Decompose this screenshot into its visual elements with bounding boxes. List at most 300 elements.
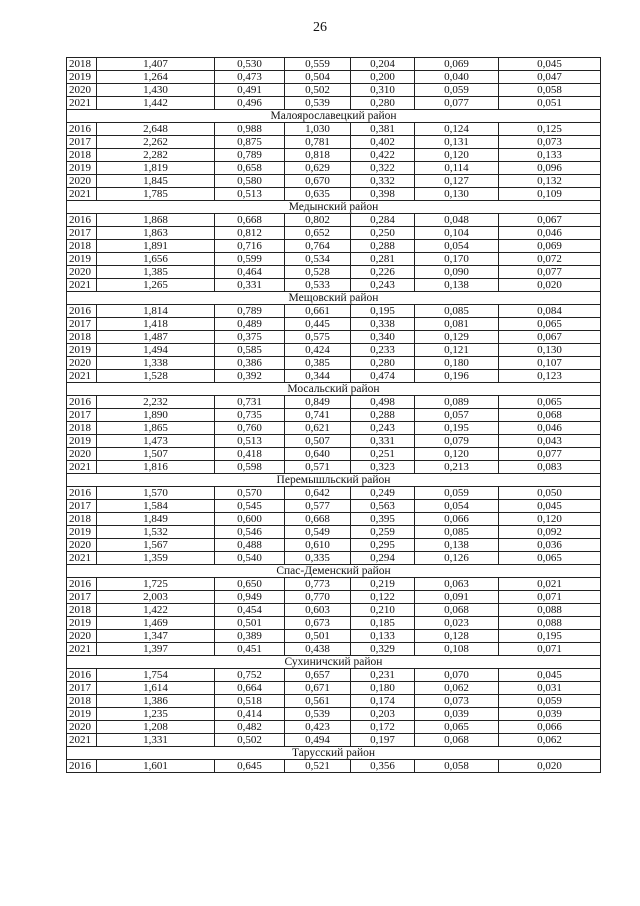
value-cell: 0,059 <box>415 487 499 500</box>
value-cell: 0,559 <box>285 58 351 71</box>
table-row <box>67 214 601 227</box>
value-cell: 0,091 <box>415 591 499 604</box>
value-cell: 0,084 <box>499 305 601 318</box>
value-cell: 0,988 <box>215 123 285 136</box>
year-cell: 2021 <box>67 734 97 747</box>
value-cell: 1,845 <box>97 175 215 188</box>
value-cell: 0,329 <box>351 643 415 656</box>
value-cell: 1,532 <box>97 526 215 539</box>
year-cell: 2016 <box>67 305 97 318</box>
value-cell: 0,131 <box>415 136 499 149</box>
year-cell: 2018 <box>67 331 97 344</box>
value-cell: 0,036 <box>499 539 601 552</box>
year-cell: 2020 <box>67 630 97 643</box>
district-header-row <box>67 565 601 578</box>
table-row <box>67 136 601 149</box>
value-cell: 0,280 <box>351 357 415 370</box>
value-cell: 0,735 <box>215 409 285 422</box>
value-cell: 0,090 <box>415 266 499 279</box>
value-cell: 0,197 <box>351 734 415 747</box>
value-cell: 0,250 <box>351 227 415 240</box>
value-cell: 1,865 <box>97 422 215 435</box>
value-cell: 0,127 <box>415 175 499 188</box>
value-cell: 0,200 <box>351 71 415 84</box>
district-header-row <box>67 110 601 123</box>
value-cell: 0,068 <box>499 409 601 422</box>
value-cell: 0,059 <box>415 84 499 97</box>
value-cell: 2,282 <box>97 149 215 162</box>
value-cell: 1,235 <box>97 708 215 721</box>
value-cell: 0,204 <box>351 58 415 71</box>
value-cell: 2,232 <box>97 396 215 409</box>
table-row <box>67 617 601 630</box>
table-row <box>67 591 601 604</box>
value-cell: 0,040 <box>415 71 499 84</box>
table-row <box>67 266 601 279</box>
value-cell: 0,533 <box>285 279 351 292</box>
value-cell: 1,819 <box>97 162 215 175</box>
value-cell: 0,114 <box>415 162 499 175</box>
value-cell: 0,812 <box>215 227 285 240</box>
value-cell: 0,652 <box>285 227 351 240</box>
value-cell: 0,126 <box>415 552 499 565</box>
value-cell: 0,375 <box>215 331 285 344</box>
value-cell: 0,344 <box>285 370 351 383</box>
value-cell: 0,491 <box>215 84 285 97</box>
value-cell: 0,561 <box>285 695 351 708</box>
value-cell: 0,077 <box>499 448 601 461</box>
value-cell: 1,601 <box>97 760 215 773</box>
value-cell: 0,109 <box>499 188 601 201</box>
value-cell: 0,661 <box>285 305 351 318</box>
year-cell: 2019 <box>67 435 97 448</box>
value-cell: 0,575 <box>285 331 351 344</box>
value-cell: 0,180 <box>351 682 415 695</box>
year-cell: 2016 <box>67 396 97 409</box>
value-cell: 0,494 <box>285 734 351 747</box>
value-cell: 0,062 <box>415 682 499 695</box>
year-cell: 2017 <box>67 591 97 604</box>
table-row <box>67 669 601 682</box>
value-cell: 1,338 <box>97 357 215 370</box>
year-cell: 2019 <box>67 344 97 357</box>
value-cell: 0,502 <box>285 84 351 97</box>
value-cell: 1,528 <box>97 370 215 383</box>
value-cell: 0,534 <box>285 253 351 266</box>
year-cell: 2019 <box>67 162 97 175</box>
value-cell: 2,262 <box>97 136 215 149</box>
value-cell: 0,507 <box>285 435 351 448</box>
value-cell: 0,067 <box>499 331 601 344</box>
value-cell: 0,488 <box>215 539 285 552</box>
value-cell: 1,656 <box>97 253 215 266</box>
value-cell: 0,079 <box>415 435 499 448</box>
table-row <box>67 682 601 695</box>
value-cell: 0,050 <box>499 487 601 500</box>
district-header-row <box>67 201 601 214</box>
value-cell: 1,570 <box>97 487 215 500</box>
year-cell: 2021 <box>67 279 97 292</box>
table-row <box>67 227 601 240</box>
value-cell: 0,065 <box>499 396 601 409</box>
district-header-row <box>67 656 601 669</box>
data-table <box>66 57 601 773</box>
value-cell: 0,133 <box>351 630 415 643</box>
table-row <box>67 97 601 110</box>
value-cell: 0,340 <box>351 331 415 344</box>
year-cell: 2018 <box>67 513 97 526</box>
value-cell: 0,741 <box>285 409 351 422</box>
value-cell: 0,473 <box>215 71 285 84</box>
value-cell: 0,496 <box>215 97 285 110</box>
value-cell: 0,195 <box>351 305 415 318</box>
value-cell: 0,331 <box>351 435 415 448</box>
table-row <box>67 409 601 422</box>
value-cell: 0,323 <box>351 461 415 474</box>
value-cell: 0,046 <box>499 227 601 240</box>
value-cell: 0,451 <box>215 643 285 656</box>
value-cell: 0,021 <box>499 578 601 591</box>
value-cell: 0,031 <box>499 682 601 695</box>
value-cell: 0,122 <box>351 591 415 604</box>
value-cell: 1,430 <box>97 84 215 97</box>
table-row <box>67 149 601 162</box>
value-cell: 1,264 <box>97 71 215 84</box>
value-cell: 0,338 <box>351 318 415 331</box>
table-row <box>67 58 601 71</box>
year-cell: 2018 <box>67 695 97 708</box>
value-cell: 0,521 <box>285 760 351 773</box>
table-row <box>67 331 601 344</box>
value-cell: 0,599 <box>215 253 285 266</box>
year-cell: 2016 <box>67 214 97 227</box>
value-cell: 0,849 <box>285 396 351 409</box>
value-cell: 2,003 <box>97 591 215 604</box>
value-cell: 0,668 <box>285 513 351 526</box>
table-row <box>67 500 601 513</box>
year-cell: 2017 <box>67 136 97 149</box>
table-row <box>67 461 601 474</box>
value-cell: 0,125 <box>499 123 601 136</box>
table-row <box>67 175 601 188</box>
table-row <box>67 162 601 175</box>
year-cell: 2020 <box>67 175 97 188</box>
value-cell: 0,251 <box>351 448 415 461</box>
value-cell: 0,077 <box>499 266 601 279</box>
value-cell: 0,530 <box>215 58 285 71</box>
table-row <box>67 630 601 643</box>
year-cell: 2020 <box>67 539 97 552</box>
value-cell: 0,195 <box>499 630 601 643</box>
table-row <box>67 708 601 721</box>
value-cell: 0,504 <box>285 71 351 84</box>
value-cell: 0,129 <box>415 331 499 344</box>
year-cell: 2020 <box>67 721 97 734</box>
value-cell: 0,668 <box>215 214 285 227</box>
table-row <box>67 422 601 435</box>
value-cell: 0,120 <box>499 513 601 526</box>
value-cell: 1,418 <box>97 318 215 331</box>
table-row <box>67 84 601 97</box>
value-cell: 0,335 <box>285 552 351 565</box>
value-cell: 0,062 <box>499 734 601 747</box>
value-cell: 0,231 <box>351 669 415 682</box>
value-cell: 0,789 <box>215 305 285 318</box>
value-cell: 0,071 <box>499 643 601 656</box>
value-cell: 0,068 <box>415 604 499 617</box>
value-cell: 1,816 <box>97 461 215 474</box>
value-cell: 0,180 <box>415 357 499 370</box>
table-row <box>67 318 601 331</box>
value-cell: 1,385 <box>97 266 215 279</box>
value-cell: 0,454 <box>215 604 285 617</box>
district-title: Сухиничский район <box>67 656 601 669</box>
value-cell: 1,868 <box>97 214 215 227</box>
value-cell: 0,513 <box>215 188 285 201</box>
value-cell: 0,332 <box>351 175 415 188</box>
year-cell: 2016 <box>67 578 97 591</box>
value-cell: 0,046 <box>499 422 601 435</box>
value-cell: 0,138 <box>415 279 499 292</box>
value-cell: 0,020 <box>499 279 601 292</box>
value-cell: 0,195 <box>415 422 499 435</box>
value-cell: 0,096 <box>499 162 601 175</box>
value-cell: 0,549 <box>285 526 351 539</box>
value-cell: 0,570 <box>215 487 285 500</box>
value-cell: 1,030 <box>285 123 351 136</box>
value-cell: 0,598 <box>215 461 285 474</box>
value-cell: 0,120 <box>415 448 499 461</box>
value-cell: 1,208 <box>97 721 215 734</box>
value-cell: 0,107 <box>499 357 601 370</box>
value-cell: 0,657 <box>285 669 351 682</box>
district-title: Медынский район <box>67 201 601 214</box>
value-cell: 0,600 <box>215 513 285 526</box>
value-cell: 0,054 <box>415 240 499 253</box>
value-cell: 0,085 <box>415 526 499 539</box>
value-cell: 0,423 <box>285 721 351 734</box>
value-cell: 1,725 <box>97 578 215 591</box>
value-cell: 1,442 <box>97 97 215 110</box>
year-cell: 2018 <box>67 58 97 71</box>
value-cell: 0,066 <box>499 721 601 734</box>
table-row <box>67 123 601 136</box>
value-cell: 0,539 <box>285 708 351 721</box>
value-cell: 0,120 <box>415 149 499 162</box>
value-cell: 0,058 <box>415 760 499 773</box>
value-cell: 0,092 <box>499 526 601 539</box>
value-cell: 0,322 <box>351 162 415 175</box>
table-row <box>67 721 601 734</box>
year-cell: 2018 <box>67 604 97 617</box>
value-cell: 0,781 <box>285 136 351 149</box>
value-cell: 1,754 <box>97 669 215 682</box>
value-cell: 0,039 <box>499 708 601 721</box>
value-cell: 0,073 <box>415 695 499 708</box>
value-cell: 0,226 <box>351 266 415 279</box>
table-row <box>67 513 601 526</box>
value-cell: 0,294 <box>351 552 415 565</box>
value-cell: 0,073 <box>499 136 601 149</box>
value-cell: 0,288 <box>351 409 415 422</box>
table-row <box>67 279 601 292</box>
year-cell: 2017 <box>67 227 97 240</box>
value-cell: 0,381 <box>351 123 415 136</box>
value-cell: 0,621 <box>285 422 351 435</box>
value-cell: 0,104 <box>415 227 499 240</box>
value-cell: 0,020 <box>499 760 601 773</box>
value-cell: 0,731 <box>215 396 285 409</box>
value-cell: 0,513 <box>215 435 285 448</box>
value-cell: 0,603 <box>285 604 351 617</box>
table-row <box>67 604 601 617</box>
district-title: Мосальский район <box>67 383 601 396</box>
value-cell: 0,081 <box>415 318 499 331</box>
year-cell: 2019 <box>67 708 97 721</box>
value-cell: 0,650 <box>215 578 285 591</box>
value-cell: 0,138 <box>415 539 499 552</box>
value-cell: 0,072 <box>499 253 601 266</box>
value-cell: 0,045 <box>499 500 601 513</box>
value-cell: 0,563 <box>351 500 415 513</box>
value-cell: 0,045 <box>499 58 601 71</box>
year-cell: 2018 <box>67 149 97 162</box>
value-cell: 0,051 <box>499 97 601 110</box>
table-row <box>67 396 601 409</box>
year-cell: 2017 <box>67 318 97 331</box>
value-cell: 0,057 <box>415 409 499 422</box>
value-cell: 0,066 <box>415 513 499 526</box>
table-row <box>67 760 601 773</box>
value-cell: 0,045 <box>499 669 601 682</box>
value-cell: 0,664 <box>215 682 285 695</box>
value-cell: 0,213 <box>415 461 499 474</box>
year-cell: 2021 <box>67 552 97 565</box>
year-cell: 2021 <box>67 188 97 201</box>
value-cell: 0,716 <box>215 240 285 253</box>
value-cell: 0,331 <box>215 279 285 292</box>
value-cell: 0,089 <box>415 396 499 409</box>
value-cell: 0,067 <box>499 214 601 227</box>
value-cell: 0,058 <box>499 84 601 97</box>
district-header-row <box>67 383 601 396</box>
value-cell: 0,580 <box>215 175 285 188</box>
value-cell: 0,047 <box>499 71 601 84</box>
table-row <box>67 240 601 253</box>
value-cell: 1,397 <box>97 643 215 656</box>
year-cell: 2019 <box>67 526 97 539</box>
value-cell: 0,464 <box>215 266 285 279</box>
value-cell: 0,068 <box>415 734 499 747</box>
value-cell: 0,356 <box>351 760 415 773</box>
table-row <box>67 253 601 266</box>
value-cell: 0,501 <box>215 617 285 630</box>
year-cell: 2020 <box>67 266 97 279</box>
value-cell: 0,121 <box>415 344 499 357</box>
value-cell: 0,635 <box>285 188 351 201</box>
year-cell: 2020 <box>67 448 97 461</box>
value-cell: 0,172 <box>351 721 415 734</box>
value-cell: 1,785 <box>97 188 215 201</box>
table-row <box>67 643 601 656</box>
year-cell: 2016 <box>67 487 97 500</box>
value-cell: 0,802 <box>285 214 351 227</box>
value-cell: 1,614 <box>97 682 215 695</box>
value-cell: 0,673 <box>285 617 351 630</box>
value-cell: 0,518 <box>215 695 285 708</box>
year-cell: 2018 <box>67 422 97 435</box>
year-cell: 2021 <box>67 461 97 474</box>
table-row <box>67 448 601 461</box>
value-cell: 0,130 <box>415 188 499 201</box>
year-cell: 2017 <box>67 409 97 422</box>
value-cell: 1,567 <box>97 539 215 552</box>
district-header-row <box>67 474 601 487</box>
value-cell: 1,386 <box>97 695 215 708</box>
value-cell: 0,233 <box>351 344 415 357</box>
value-cell: 0,048 <box>415 214 499 227</box>
value-cell: 0,170 <box>415 253 499 266</box>
value-cell: 0,069 <box>415 58 499 71</box>
year-cell: 2016 <box>67 760 97 773</box>
district-title: Тарусский район <box>67 747 601 760</box>
table-row <box>67 526 601 539</box>
value-cell: 0,424 <box>285 344 351 357</box>
value-cell: 0,395 <box>351 513 415 526</box>
table-row <box>67 344 601 357</box>
value-cell: 0,528 <box>285 266 351 279</box>
value-cell: 1,487 <box>97 331 215 344</box>
value-cell: 0,385 <box>285 357 351 370</box>
value-cell: 0,083 <box>499 461 601 474</box>
value-cell: 1,849 <box>97 513 215 526</box>
table-row <box>67 305 601 318</box>
value-cell: 0,077 <box>415 97 499 110</box>
year-cell: 2019 <box>67 253 97 266</box>
value-cell: 0,764 <box>285 240 351 253</box>
table-row <box>67 435 601 448</box>
value-cell: 2,648 <box>97 123 215 136</box>
year-cell: 2020 <box>67 84 97 97</box>
value-cell: 0,539 <box>285 97 351 110</box>
value-cell: 0,670 <box>285 175 351 188</box>
year-cell: 2016 <box>67 123 97 136</box>
value-cell: 1,422 <box>97 604 215 617</box>
value-cell: 0,088 <box>499 617 601 630</box>
value-cell: 0,642 <box>285 487 351 500</box>
value-cell: 0,243 <box>351 279 415 292</box>
value-cell: 0,132 <box>499 175 601 188</box>
value-cell: 0,065 <box>499 552 601 565</box>
value-cell: 0,123 <box>499 370 601 383</box>
value-cell: 0,629 <box>285 162 351 175</box>
table-row <box>67 71 601 84</box>
value-cell: 0,577 <box>285 500 351 513</box>
value-cell: 0,128 <box>415 630 499 643</box>
district-title: Малоярославецкий район <box>67 110 601 123</box>
value-cell: 0,243 <box>351 422 415 435</box>
year-cell: 2020 <box>67 357 97 370</box>
value-cell: 1,494 <box>97 344 215 357</box>
value-cell: 0,295 <box>351 539 415 552</box>
value-cell: 1,331 <box>97 734 215 747</box>
year-cell: 2019 <box>67 71 97 84</box>
value-cell: 0,571 <box>285 461 351 474</box>
year-cell: 2021 <box>67 370 97 383</box>
table-row <box>67 487 601 500</box>
value-cell: 0,174 <box>351 695 415 708</box>
value-cell: 0,482 <box>215 721 285 734</box>
